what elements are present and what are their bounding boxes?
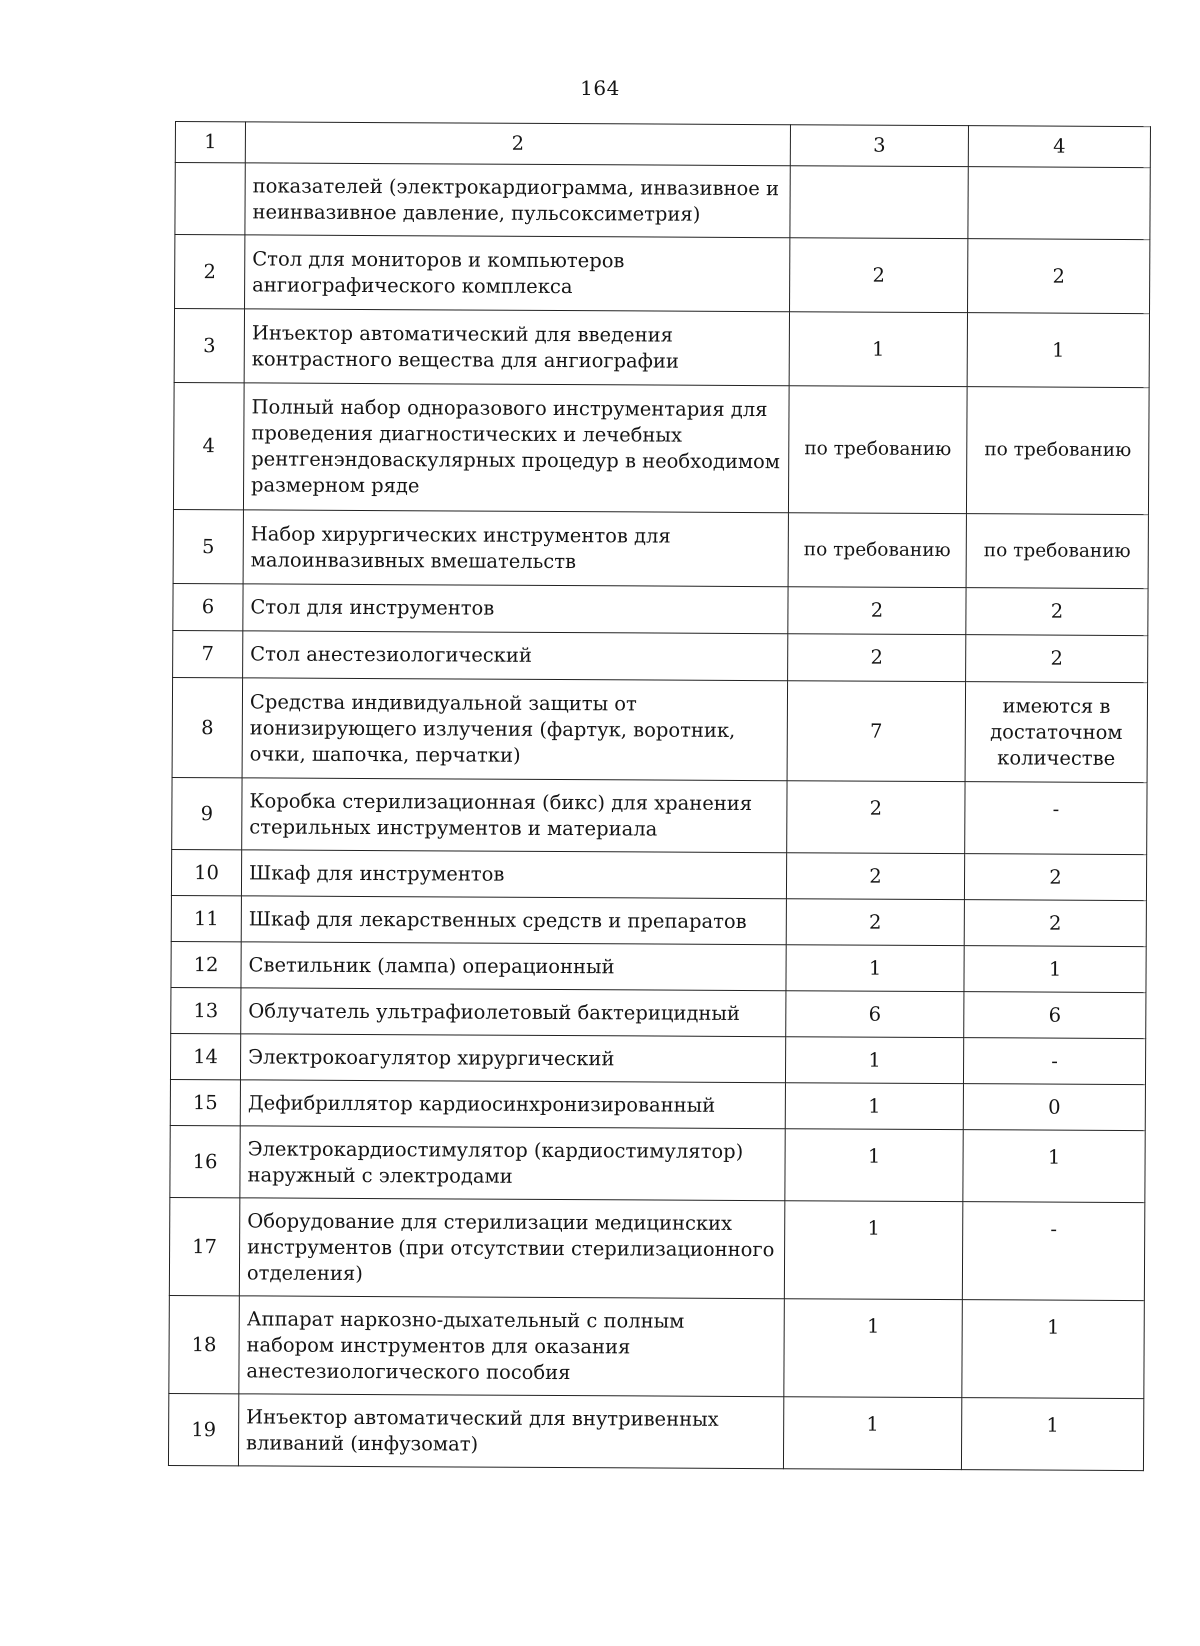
item-name: Инъектор автоматический для введения контрастного вещества для ангиографии (244, 309, 789, 386)
row-number: 13 (171, 987, 241, 1033)
page-number: 164 (580, 76, 620, 100)
table-row (174, 309, 1149, 388)
row-number: 5 (173, 509, 243, 583)
item-name: Стол для инструментов (243, 584, 788, 634)
item-name: Стол анестезиологический (243, 631, 788, 681)
table-row (175, 163, 1150, 240)
quantity-col3: 2 (787, 781, 965, 854)
item-name: Светильник (лампа) операционный (241, 942, 786, 991)
row-number: 3 (174, 309, 244, 383)
quantity-col3: 2 (786, 853, 964, 900)
quantity-col3: 1 (784, 1299, 963, 1398)
quantity-col4: 2 (968, 239, 1150, 314)
item-name: Облучатель ультрафиолетовый бактерицидный (241, 988, 786, 1037)
table-row (171, 895, 1146, 946)
table-header-row (175, 122, 1150, 168)
row-number: 10 (171, 849, 241, 895)
row-number: 18 (169, 1295, 240, 1393)
quantity-col3: 2 (788, 634, 966, 682)
quantity-col3: 1 (786, 945, 964, 992)
item-name: Шкаф для инструментов (241, 850, 786, 899)
item-name: Полный набор одноразового инструментария для проведения диагностических и лечебных рентгенэндоваскулярных процедур в необходимом размерном ряде (243, 383, 789, 513)
table-row (171, 941, 1146, 992)
item-name: Аппарат наркозно-дыхательный с полным набором инструментов для оказания анестезиологического пособия (239, 1296, 785, 1397)
quantity-col3: по требованию (788, 513, 966, 588)
row-number: 14 (170, 1033, 240, 1079)
item-name: Набор хирургических инструментов для малоинвазивных вмешательств (243, 510, 788, 587)
quantity-col4: 2 (966, 635, 1148, 683)
column-header: 4 (968, 126, 1150, 168)
quantity-col4: 1 (961, 1398, 1143, 1471)
quantity-col3: 2 (788, 587, 966, 635)
row-number: 19 (168, 1393, 238, 1465)
quantity-col4: по требованию (966, 387, 1149, 515)
quantity-col4: 1 (964, 946, 1146, 993)
quantity-col4: 6 (964, 992, 1146, 1039)
item-name: Стол для мониторов и компьютеров ангиографического комплекса (245, 235, 790, 312)
item-name: Инъектор автоматический для внутривенных вливаний (инфузомат) (238, 1394, 783, 1469)
quantity-col4 (968, 167, 1150, 240)
table-row (173, 630, 1148, 682)
item-name: Средства индивидуальной защиты от ионизирующего излучения (фартук, воротник, очки, шапочка, перчатки) (242, 678, 788, 781)
table-row (173, 382, 1149, 514)
quantity-col4: - (962, 1202, 1145, 1301)
quantity-col3: 1 (784, 1201, 963, 1300)
table-row (173, 509, 1148, 588)
table-row (170, 1033, 1145, 1084)
quantity-col3: 1 (789, 312, 967, 387)
row-number: 16 (170, 1125, 240, 1197)
item-name: показателей (электрокардиограмма, инвазивное и неинвазивное давление, пульсоксиметрия) (245, 163, 790, 238)
quantity-col3: 1 (783, 1397, 961, 1470)
quantity-col3: 7 (787, 681, 966, 782)
row-number: 12 (171, 941, 241, 987)
item-name: Оборудование для стерилизации медицинских инструментов (при отсутствии стерилизационного отделения) (239, 1198, 785, 1299)
table-row (173, 583, 1148, 635)
table-row (170, 1079, 1145, 1130)
quantity-col4: 2 (964, 900, 1146, 947)
column-header: 2 (245, 122, 790, 166)
row-number: 9 (172, 777, 242, 849)
table-row (168, 1393, 1143, 1470)
table-row (175, 235, 1150, 314)
table-row (169, 1295, 1144, 1398)
row-number: 11 (171, 895, 241, 941)
quantity-col3: по требованию (788, 386, 967, 514)
quantity-col4: 1 (963, 1130, 1145, 1203)
table-row (171, 987, 1146, 1038)
quantity-col3: 1 (785, 1037, 963, 1084)
quantity-col3: 6 (786, 991, 964, 1038)
table-row (170, 1125, 1145, 1202)
row-number: 7 (173, 630, 243, 677)
row-number: 8 (172, 677, 243, 777)
quantity-col3: 2 (790, 238, 968, 313)
column-header: 1 (175, 122, 245, 163)
table-row (169, 1197, 1144, 1300)
item-name: Дефибриллятор кардиосинхронизированный (240, 1080, 785, 1129)
quantity-col3: 1 (785, 1129, 963, 1202)
column-header: 3 (790, 125, 968, 167)
row-number: 6 (173, 583, 243, 630)
item-name: Электрокоагулятор хирургический (240, 1034, 785, 1083)
table-row (172, 677, 1148, 782)
quantity-col4: 1 (967, 313, 1149, 388)
row-number: 4 (173, 382, 244, 509)
row-number: 2 (175, 235, 245, 309)
quantity-col3: 2 (786, 899, 964, 946)
item-name: Электрокардиостимулятор (кардиостимулятор) наружный с электродами (240, 1126, 785, 1201)
quantity-col4: 1 (962, 1300, 1145, 1399)
quantity-col4: 0 (963, 1084, 1145, 1131)
quantity-col4: - (963, 1038, 1145, 1085)
quantity-col4: имеются в достаточном количестве (965, 682, 1148, 783)
row-number: 17 (169, 1197, 240, 1295)
table-row (172, 777, 1147, 854)
table-row (171, 849, 1146, 900)
row-number (175, 163, 245, 235)
item-name: Шкаф для лекарственных средств и препаратов (241, 896, 786, 945)
quantity-col4: по требованию (966, 514, 1148, 589)
quantity-col4: 2 (966, 588, 1148, 636)
quantity-col3: 1 (785, 1083, 963, 1130)
item-name: Коробка стерилизационная (бикс) для хранения стерильных инструментов и материала (242, 778, 787, 853)
equipment-table (168, 121, 1151, 1471)
quantity-col4: - (965, 782, 1147, 855)
row-number: 15 (170, 1079, 240, 1125)
quantity-col3 (790, 166, 968, 239)
quantity-col4: 2 (964, 854, 1146, 901)
